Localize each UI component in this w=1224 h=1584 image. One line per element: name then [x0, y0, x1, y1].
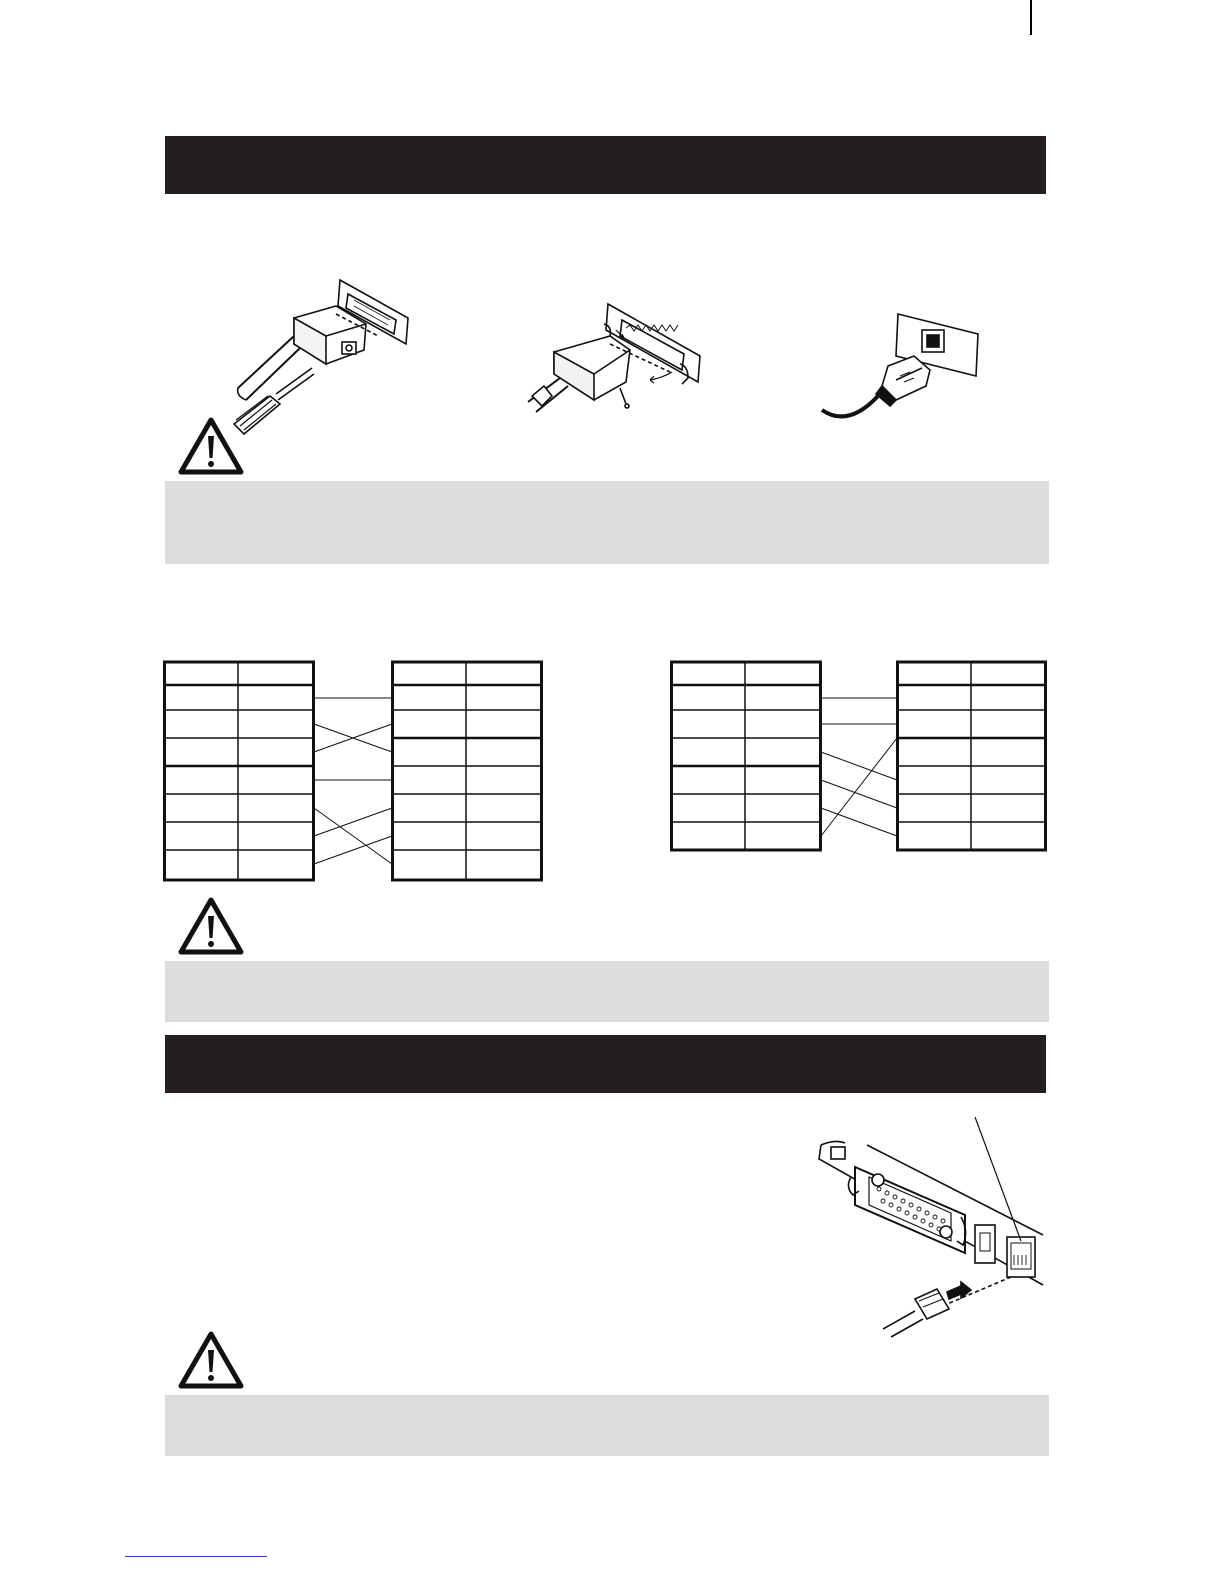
- section-header-interface: [165, 136, 1046, 194]
- modular-jack-rear-panel-icon: [815, 1115, 1045, 1340]
- footer-rule: [125, 1556, 267, 1557]
- warning-triangle-icon: [177, 1330, 245, 1390]
- section-header-drawer: [165, 1035, 1046, 1093]
- warning-note-1: [165, 481, 1049, 564]
- warning-icon-2: [177, 896, 245, 956]
- serial-connector-screwdriver-icon: [228, 278, 418, 438]
- wiring-diagram-right-svg: [670, 660, 1048, 854]
- parallel-connector-illustration: [520, 300, 710, 430]
- warning-icon-1: [177, 416, 245, 476]
- usb-plug-icon: [818, 310, 983, 430]
- wiring-diagram-left-svg: [163, 660, 544, 884]
- parallel-connector-clips-icon: [520, 300, 710, 430]
- warning-note-3: [165, 1395, 1049, 1456]
- usb-connector-illustration: [818, 310, 983, 430]
- warning-icon-3: [177, 1330, 245, 1390]
- warning-triangle-icon: [177, 416, 245, 476]
- rear-panel-illustration: [815, 1115, 1045, 1340]
- change-bar-top: [1030, 0, 1032, 35]
- warning-triangle-icon: [177, 896, 245, 956]
- wiring-diagram-right: [670, 660, 1048, 854]
- wiring-diagram-left: [163, 660, 544, 884]
- warning-note-2: [165, 961, 1049, 1022]
- serial-connector-illustration: [228, 278, 418, 438]
